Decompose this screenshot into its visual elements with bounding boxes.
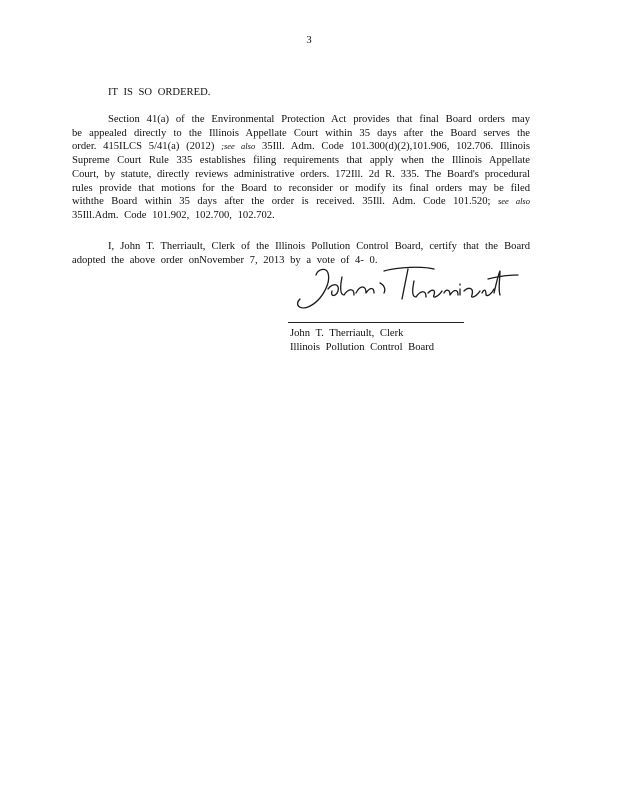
see-also-citation-2: see also (497, 196, 530, 207)
appeal-text-part-2: 35Ill. Adm. Code 101.300(d)(2),101.906, 102.706. Illinois Supreme Court Rule 335 establishes filing requirements that apply when the Illinois Appellate Court, by statute, directly reviews administrative orders. 172Ill. 2d R. 335. The Board's procedural rules provide that motions for the Board to reconsider or modify its final orders may be filed withthe Board within 35 days after the order is received. 35Ill. Adm. Code 101.520; (72, 141, 530, 208)
appeal-text-part-1: Section 41(a) of the Environmental Protection Act provides that final Board orders may be appealed directly to the Illinois Appellate Court within 35 days after the Board serves the order. 415ILCS 5/41(a) (2012) (72, 114, 530, 153)
order-heading: IT IS SO ORDERED. (108, 87, 211, 98)
clerk-name-title: John T. Therriault, Clerk (290, 328, 404, 339)
appeal-notice-paragraph (72, 113, 530, 223)
page-number: 3 (306, 35, 312, 46)
clerk-board-name: Illinois Pollution Control Board (290, 342, 435, 353)
certification-text: I, John T. Therriault, Clerk of the Illinois Pollution Control Board, certify that the Board adopted the above order onNovember 7, 2013 by a vote of 4- 0. (72, 241, 530, 266)
see-also-citation-1: ;see also (221, 141, 256, 152)
appeal-text-part-3: 35Ill.Adm. Code 101.902, 102.700, 102.702. (72, 209, 275, 221)
signature-line (288, 322, 464, 323)
clerk-signature (288, 263, 528, 313)
